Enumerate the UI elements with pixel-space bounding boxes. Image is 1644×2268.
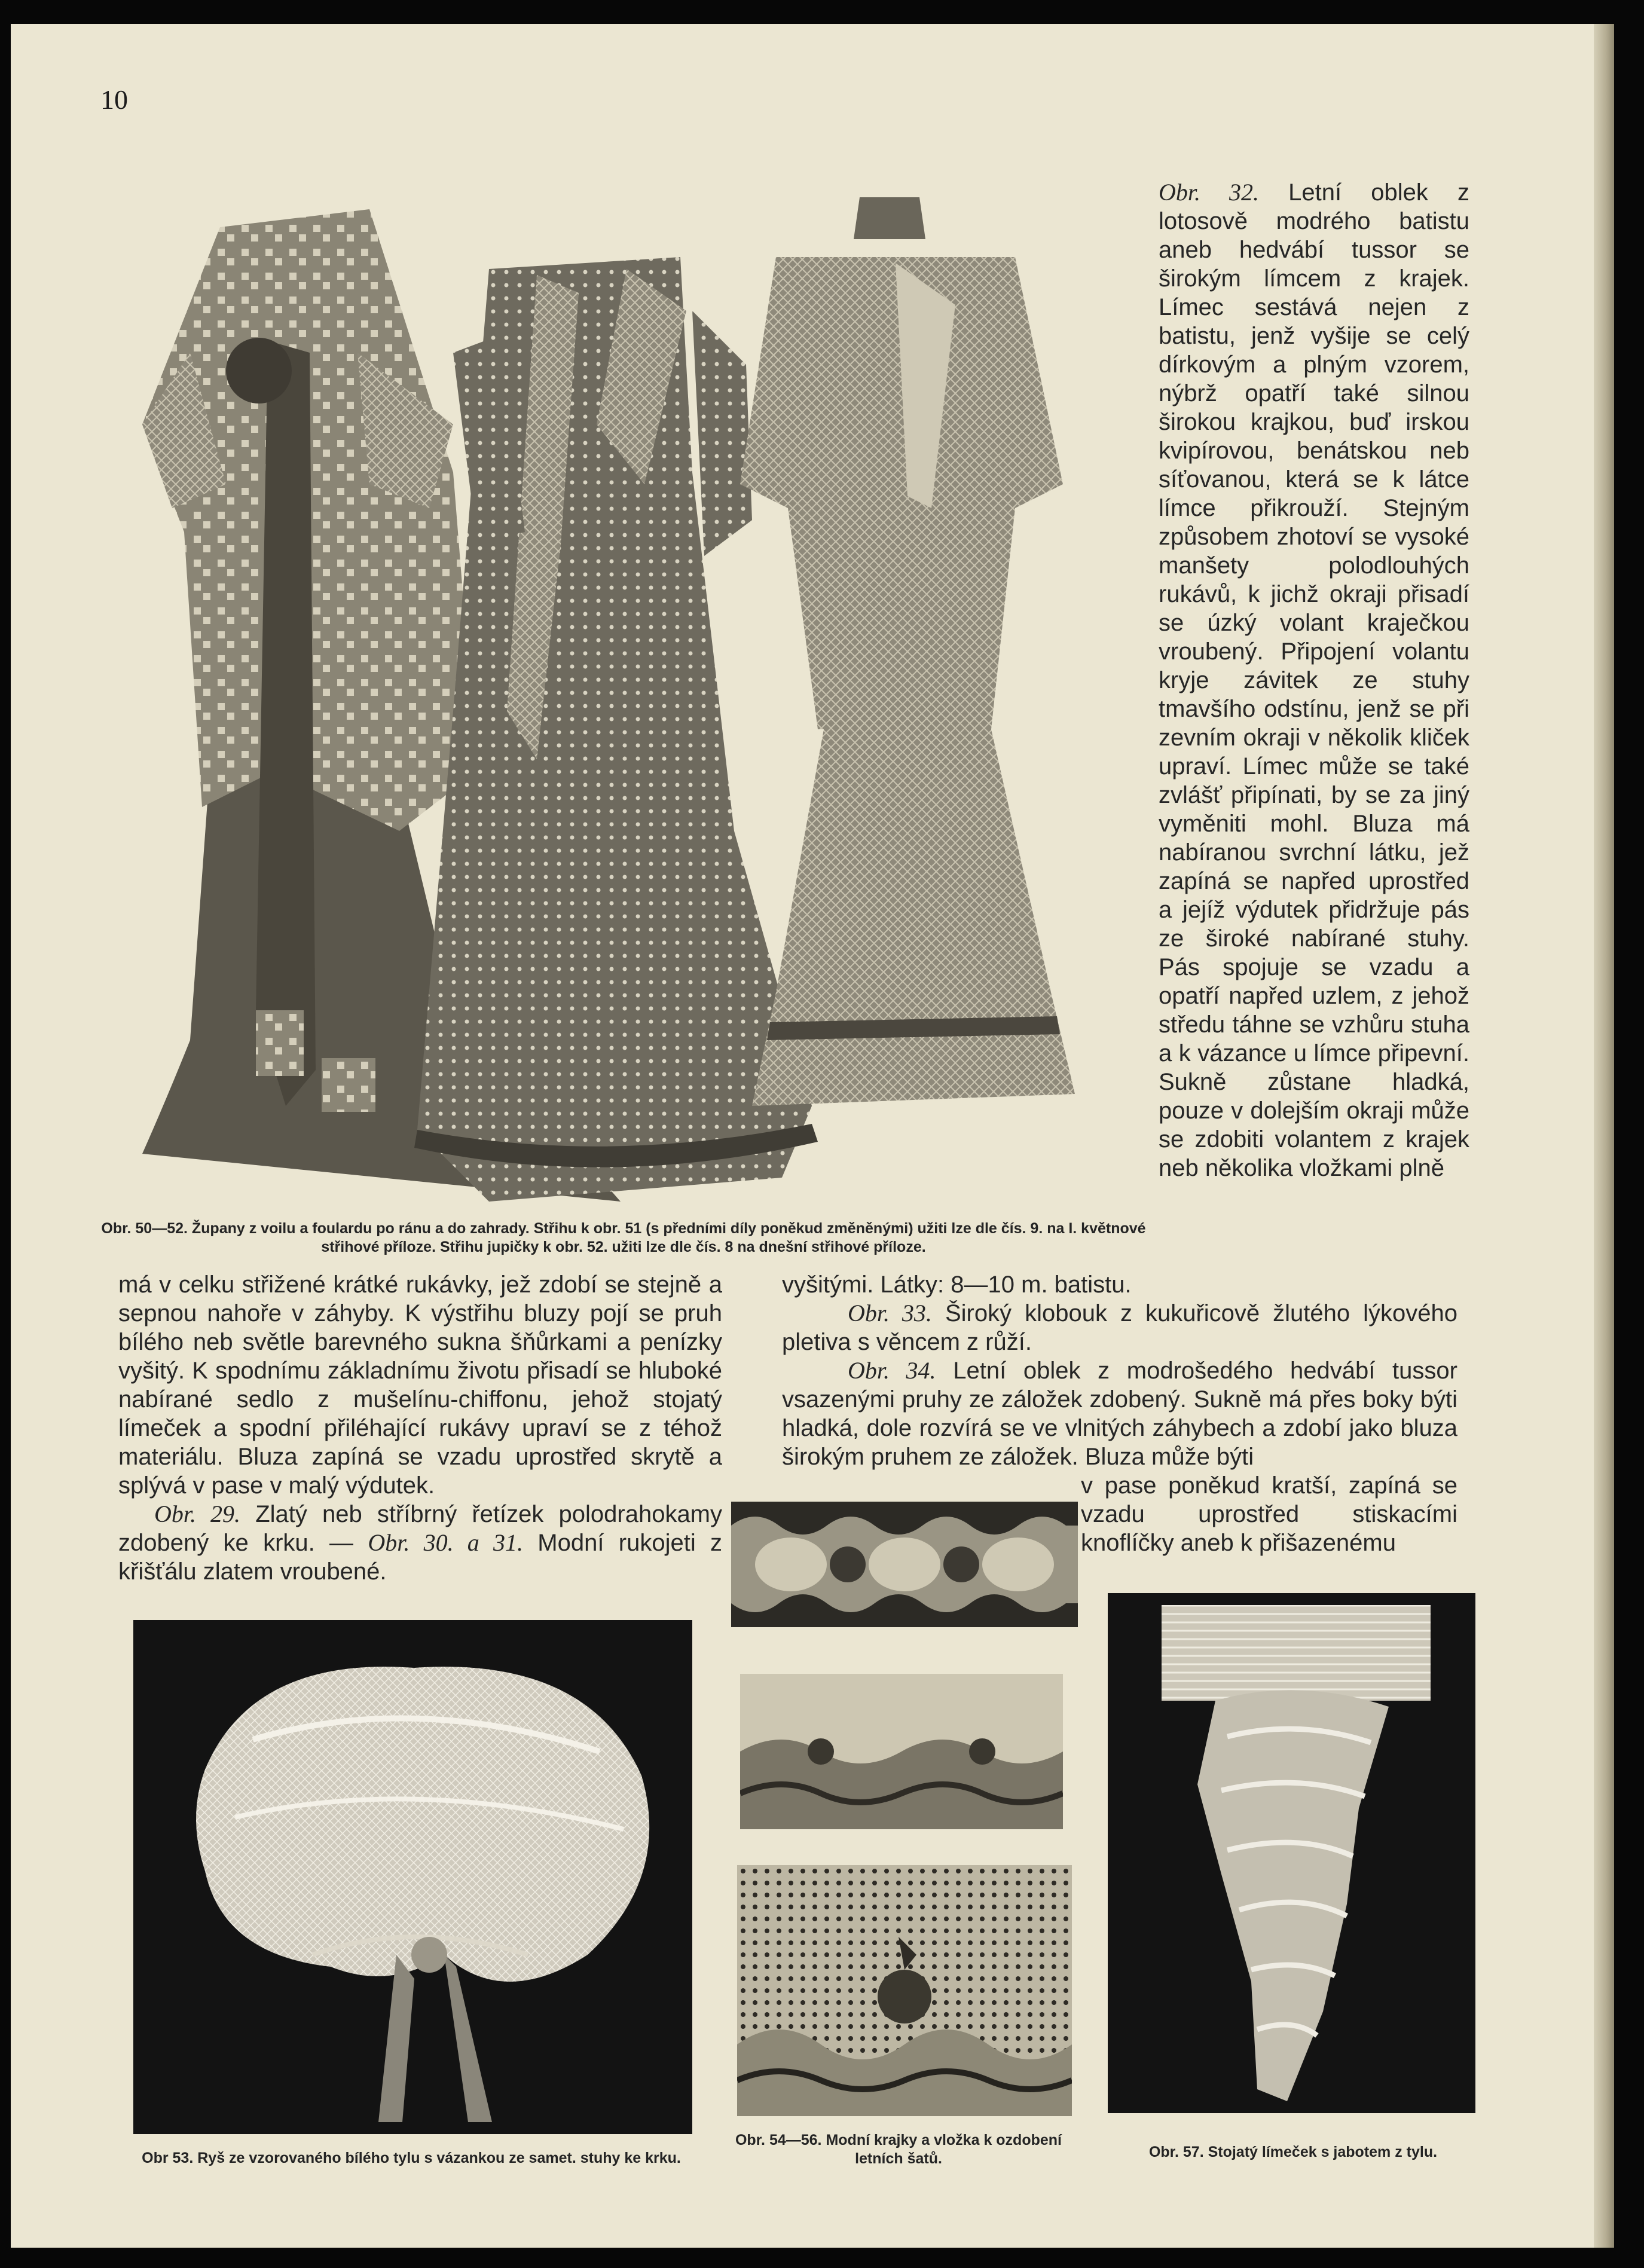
obr-33-text: Široký klobouk z kukuřicově žlutého lýkového pletiva s věncem z růží.: [782, 1300, 1457, 1355]
middle-paragraph-3: [782, 1356, 1457, 1471]
gowns-illustration: [118, 173, 1171, 1202]
left-paragraph-1: má v celku střižené krátké rukávky, jež zdobí se stejně a sepnou nahoře v záhyby. K výstřihu bluzy pojí se pruh bílého neb světle barevného sukna šňůrkami a penízky vyšitý. K spodnímu základnímu životu přisadí se hluboké nabírané sedlo z mušelínu-chiffonu, jehož stojatý límeček a spodní přiléhající rukávy upraví se z téhož materiálu. Bluza zapíná se vzadu uprostřed skrytě a splývá v pase v malý výdutek.: [118, 1271, 722, 1499]
gown-3: [740, 197, 1075, 1106]
collar-jabot-image: [1108, 1593, 1475, 2113]
caption-fig-53: Obr 53. Ryš ze vzorovaného bílého tylu s vázankou ze samet. stuhy ke krku.: [142, 2150, 681, 2166]
lace-strip-56: [737, 1865, 1072, 2116]
obr-32-label: Obr. 32.: [1159, 179, 1260, 206]
middle-paragraph-2: [782, 1299, 1457, 1356]
left-paragraph-2: [118, 1500, 722, 1586]
page-spine-shadow: [1594, 24, 1614, 2248]
caption-fig-57: Obr. 57. Stojatý límeček s jabotem z tylu.: [1148, 2144, 1438, 2160]
obr-30-31-text: Modní rukojeti z křišťálu zlatem vroubené.: [118, 1530, 722, 1585]
left-column-text: [118, 1270, 722, 1586]
obr-29-text: Zlatý neb stříbrný řetízek polodrahokamy zdobený ke krku. —: [118, 1501, 723, 1556]
caption-fig-54-56: Obr. 54—56. Modní krajky a vložka k ozdobení letních šatů.: [735, 2132, 1062, 2167]
obr-32-text: Letní oblek z lotosově modrého batistu aneb hedvábí tussor se širokým límcem z krajek. Límec sestává nejen z batistu, jenž vyšije se celý dírkovým a plným vzorem, nýbrž opatří také silnou širokou krajkou, buď irskou kvipírovou, benátskou neb síťovanou, která se k látce límce přikrouží. Stejným způsobem zhotoví se vysoké manšety polodlouhých rukávů, k jichž okraji přisadí se úzký volant kraječkou vroubený. Připojení volantu kryje závitek ze stuhy tmavšího odstínu, jenž se při zevním okraji v několik kliček upraví. Límec může se také zvlášť připínati, by se za jiný vyměniti mohl. Bluza má nabíranou svrchní látku, jež zapíná se napřed uprostřed a jejíž výdutek přidržuje pás ze široké nabírané stuhy. Pás spojuje se vzadu a opatří napřed uzlem, z jehož středu táhne se vzhůru stuha a k vázance u límce připevní. Sukně zůstane hladká, pouze v dolejším okraji může se zdobiti volantem z krajek neb několika vložkami plně: [1159, 179, 1469, 1181]
fig-53-photo: [133, 1620, 692, 2134]
magazine-page: [11, 24, 1614, 2248]
obr-30-31-label: Obr. 30. a 31.: [368, 1529, 523, 1556]
right-column-text: [1159, 178, 1469, 1182]
lace-strip-55: [740, 1674, 1063, 1829]
page-number: 10: [100, 84, 128, 115]
obr-33-label: Obr. 33.: [848, 1300, 932, 1326]
obr-34-text: Letní oblek z modrošedého hedvábí tussor vsazenými pruhy ze záložek zdobený. Sukně má přes boky býti hladká, dole rozvírá se ve vlnitých záhybech a zdobí jako bluza širokým pruhem ze záložek. Bluza může býti: [782, 1358, 1457, 1470]
middle-paragraph-1: vyšitými. Látky: 8—10 m. batistu.: [782, 1271, 1132, 1298]
obr-29-label: Obr. 29.: [154, 1500, 241, 1527]
lace-strip-54: [731, 1502, 1078, 1627]
lace-ruff-image: [133, 1620, 692, 2134]
middle-paragraph-4: v pase poněkud kratší, zapíná se vzadu uprostřed stiskacími knoflíčky aneb k přišazenému: [1081, 1472, 1457, 1556]
fig-57-photo: [1108, 1593, 1475, 2113]
obr-34-label: Obr. 34.: [848, 1357, 936, 1384]
caption-fig-50-52: Obr. 50—52. Župany z voilu a foulardu po ránu a do zahrady. Střihu k obr. 51 (s předními díly poněkud změněnými) užiti lze dle čís. 9. na I. květnové střihové příloze. Střihu jupičky k obr. 52. užiti lze dle čís. 8 na dnešní střihové příloze.: [101, 1220, 1146, 1255]
